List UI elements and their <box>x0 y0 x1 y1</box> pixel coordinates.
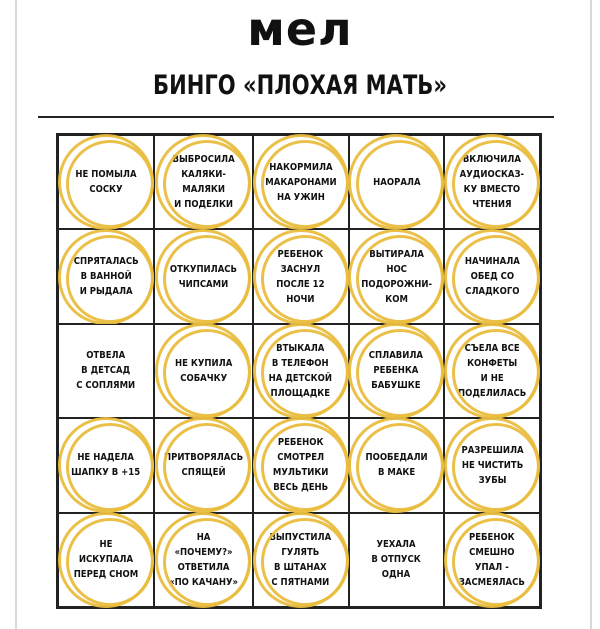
cell-text: ВЫТИРАЛА НОС ПОДОРОЖНИ- КОМ <box>360 248 432 305</box>
bingo-cell[interactable] <box>253 229 349 323</box>
cell-text: ВЫБРОСИЛА КАЛЯКИ- МАЛЯКИ И ПОДЕЛКИ <box>172 154 235 211</box>
bingo-cell[interactable] <box>444 229 540 323</box>
bingo-cell[interactable] <box>253 418 349 512</box>
bingo-cell[interactable] <box>253 324 349 418</box>
cell-text: УЕХАЛА В ОТПУСК ОДНА <box>371 539 422 581</box>
bingo-cell[interactable] <box>349 513 445 607</box>
page-title: БИНГО «ПЛОХАЯ МАТЬ» <box>153 70 447 101</box>
title-divider <box>38 116 554 118</box>
brand-logo: мел <box>247 2 353 56</box>
bingo-cell[interactable] <box>444 513 540 607</box>
bingo-cell[interactable] <box>154 513 253 607</box>
cell-text: НАЧИНАЛА ОБЕД СО СЛАДКОГО <box>464 256 520 298</box>
cell-text: НЕ ИСКУПАЛА ПЕРЕД СНОМ <box>73 539 139 581</box>
bingo-cell[interactable] <box>444 418 540 512</box>
bingo-cell[interactable] <box>154 324 253 418</box>
cell-text: ВЫПУСТИЛА ГУЛЯТЬ В ШТАНАХ С ПЯТНАМИ <box>269 531 332 588</box>
bingo-cell[interactable] <box>58 418 154 512</box>
cell-text: СПРЯТАЛАСЬ В ВАННОЙ И РЫДАЛА <box>73 256 139 298</box>
bingo-cell[interactable] <box>58 135 154 229</box>
bingo-cell[interactable] <box>58 324 154 418</box>
cell-text: НЕ КУПИЛА СОБАЧКУ <box>174 357 232 384</box>
cell-text: ОТКУПИЛАСЬ ЧИПСАМИ <box>169 263 237 290</box>
cell-text: НАКОРМИЛА МАКАРОНАМИ НА УЖИН <box>264 161 337 203</box>
cell-text: РЕБЕНОК СМОТРЕЛ МУЛЬТИКИ ВЕСЬ ДЕНЬ <box>272 437 329 494</box>
cell-text: ПООБЕДАЛИ В МАКЕ <box>365 452 428 479</box>
cell-text: ВКЛЮЧИЛА АУДИОСКАЗ- КУ ВМЕСТО ЧТЕНИЯ <box>459 154 525 211</box>
cell-text: СЪЕЛА ВСЕ КОНФЕТЫ И НЕ ПОДЕЛИЛАСЬ <box>457 342 527 399</box>
bingo-cell[interactable] <box>349 229 445 323</box>
bingo-grid <box>56 133 542 609</box>
bingo-cell[interactable] <box>349 324 445 418</box>
cell-text: НАОРАЛА <box>372 176 421 188</box>
bingo-cell[interactable] <box>154 135 253 229</box>
cell-text: НЕ НАДЕЛА ШАПКУ В +15 <box>71 452 141 479</box>
cell-text: РАЗРЕШИЛА НЕ ЧИСТИТЬ ЗУБЫ <box>461 444 524 486</box>
bingo-cell[interactable] <box>154 229 253 323</box>
cell-text: НА «ПОЧЕМУ?» ОТВЕТИЛА «ПО КАЧАНУ» <box>168 531 238 588</box>
bingo-cell[interactable] <box>58 229 154 323</box>
cell-text: ОТВЕЛА В ДЕТСАД С СОПЛЯМИ <box>76 350 136 392</box>
frame-left-border <box>15 0 17 629</box>
bingo-cell[interactable] <box>58 513 154 607</box>
bingo-cell[interactable] <box>349 418 445 512</box>
cell-text: СПЛАВИЛА РЕБЕНКА БАБУШКЕ <box>369 350 424 392</box>
cell-text: РЕБЕНОК ЗАСНУЛ ПОСЛЕ 12 НОЧИ <box>276 248 325 305</box>
bingo-cell[interactable] <box>253 135 349 229</box>
bingo-cell[interactable] <box>349 135 445 229</box>
bingo-cell[interactable] <box>253 513 349 607</box>
cell-text: ПРИТВОРЯЛАСЬ СПЯЩЕЙ <box>163 452 243 479</box>
cell-text: РЕБЕНОК СМЕШНО УПАЛ - ЗАСМЕЯЛАСЬ <box>459 531 526 588</box>
cell-text: НЕ ПОМЫЛА СОСКУ <box>75 169 137 196</box>
frame-right-border <box>590 0 592 629</box>
bingo-cell[interactable] <box>154 418 253 512</box>
cell-text: ВТЫКАЛА В ТЕЛЕФОН НА ДЕТСКОЙ ПЛОЩАДКЕ <box>268 342 333 399</box>
bingo-cell[interactable] <box>444 135 540 229</box>
bingo-cell[interactable] <box>444 324 540 418</box>
